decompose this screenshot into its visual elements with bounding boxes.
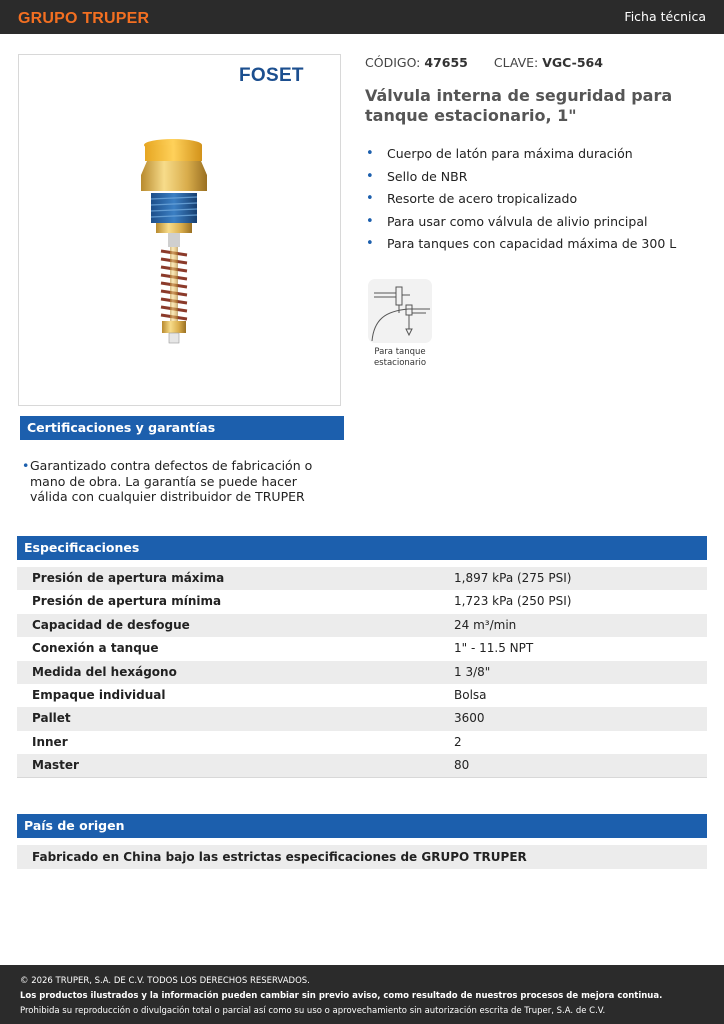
table-row: Master 80 (17, 754, 707, 777)
specifications-header: Especificaciones (17, 536, 707, 560)
feature-item: • Para usar como válvula de alivio principal (366, 213, 648, 229)
feature-item: • Resorte de acero tropicalizado (366, 191, 578, 207)
table-row: Empaque individual Bolsa (32, 687, 487, 702)
brand-logo: FOSET (239, 65, 304, 86)
bullet-dot-icon: • (366, 191, 374, 207)
warranty-text: • Garantizado contra defectos de fabricación o mano de obra. La garantía se puede hacer válida con cualquier distribuidor de TRUPER (22, 458, 313, 504)
valve-image (139, 135, 239, 360)
feature-item: • Para tanques con capacidad máxima de 300 L (366, 236, 677, 252)
key-label: CLAVE: (493, 55, 539, 70)
table-row: Presión de apertura máxima 1,897 kPa (275 PSI) (17, 567, 707, 590)
bullet-dot-icon: • (22, 458, 30, 473)
product-code-line (365, 55, 603, 70)
table-row: Conexión a tanque 1" - 11.5 NPT (32, 641, 534, 656)
bullet-dot-icon: • (366, 168, 374, 184)
bullet-dot-icon: • (366, 146, 374, 161)
product-title: Válvula interna de seguridad para tanque estacionario, 1" (365, 86, 673, 125)
feature-item: • Cuerpo de latón para máxima duración (366, 146, 633, 161)
code-label: CÓDIGO: (365, 55, 421, 70)
product-code: 47655 (424, 55, 468, 70)
table-row: Inner 2 (32, 734, 462, 749)
bullet-dot-icon: • (366, 236, 374, 252)
table-row: Pallet 3600 (17, 707, 707, 730)
product-key: VGC-564 (542, 55, 603, 70)
table-row: Presión de apertura mínima 1,723 kPa (250 PSI) (32, 594, 572, 609)
header-label: Ficha técnica (624, 9, 706, 24)
table-row: Capacidad de desfogue 24 m³/min (17, 614, 707, 637)
origin-header: País de origen (17, 814, 707, 838)
bullet-dot-icon: • (366, 213, 374, 229)
grupo-truper-logo: GRUPO TRUPER (18, 10, 150, 27)
feature-list (365, 145, 676, 258)
footer-legal: Prohibida su reproducción o divulgación total o parcial así como su uso o aprovechamiento sin autorización escrita de Truper, S.A. de C.V. (20, 1006, 606, 1016)
tank-valve-usage-icon (368, 279, 432, 343)
feature-item: • Sello de NBR (366, 168, 468, 184)
product-photo (18, 54, 341, 406)
table-divider (17, 777, 707, 778)
certifications-header: Certificaciones y garantías (20, 416, 344, 440)
table-row: Medida del hexágono 1 3/8" (17, 661, 707, 684)
footer-notice: Los productos ilustrados y la información pueden cambiar sin previo aviso, como resultado de nuestros procesos de mejora continua. (20, 991, 663, 1001)
page-header (0, 0, 724, 34)
origin-text: Fabricado en China bajo las estrictas especificaciones de GRUPO TRUPER (17, 845, 707, 869)
footer-copyright: © 2026 TRUPER, S.A. DE C.V. TODOS LOS DERECHOS RESERVADOS. (20, 976, 310, 986)
specifications-table (17, 567, 707, 778)
usage-caption: Para tanque estacionario (373, 347, 427, 368)
page-footer (0, 965, 724, 1024)
